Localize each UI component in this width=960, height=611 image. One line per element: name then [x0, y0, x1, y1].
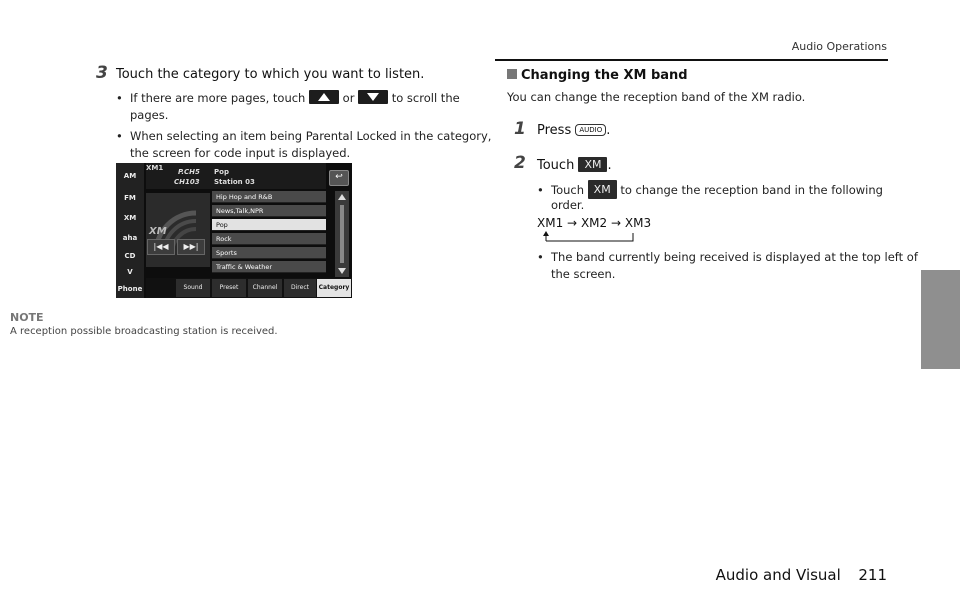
xm-key: XM: [578, 157, 607, 172]
bullet-dot: •: [537, 250, 544, 264]
station-label: Station 03: [214, 178, 255, 186]
step-2-text: [537, 157, 612, 173]
step-2-bullet-2-cont: the screen.: [551, 267, 616, 281]
preset-button: Preset: [212, 279, 246, 297]
category-item-selected: Pop: [212, 219, 326, 231]
prev-button: |◀◀: [147, 239, 175, 255]
step-2-bullet-1: [537, 180, 883, 199]
step-2-bullet-2: [537, 249, 918, 266]
source-fm: FM: [124, 194, 136, 202]
band-xm3: XM3: [624, 216, 652, 230]
step-1-period: .: [606, 123, 611, 138]
scroll-down-key: [358, 90, 388, 104]
category-item: Sports: [212, 247, 326, 259]
preset-channel-label: P.CH5: [178, 168, 200, 176]
footer-section: Audio and Visual: [715, 566, 841, 584]
band-xm2: XM2: [580, 216, 608, 230]
step-3-bullet-1-cont: pages.: [130, 108, 169, 122]
scroll-arrows-icon: [335, 191, 349, 277]
section-title-text: Changing the XM band: [521, 68, 688, 83]
channel-button: Channel: [248, 279, 282, 297]
triangle-down-icon: [366, 92, 380, 102]
step-1-text: [537, 123, 610, 138]
step-3-bullet-2: [116, 128, 491, 145]
band-xm1: XM1: [537, 216, 564, 230]
page-number: 211: [858, 566, 887, 584]
step-number-3: 3: [96, 63, 108, 83]
back-button: ↩: [329, 170, 349, 186]
band-label: XM1: [146, 164, 164, 172]
category-label: Pop: [214, 168, 229, 176]
source-phone: Phone: [117, 285, 143, 293]
triangle-up-icon: [317, 92, 331, 102]
step-2-label: Touch: [537, 158, 575, 173]
step-3-bullet-2-cont: the screen for code input is displayed.: [130, 146, 351, 160]
xm-category-screen: [116, 163, 352, 298]
section-title: [507, 68, 688, 83]
audio-key: AUDIO: [575, 124, 606, 136]
bullet-text: to scroll the: [391, 91, 460, 105]
step-number-2: 2: [514, 153, 526, 173]
note-title: NOTE: [10, 311, 44, 324]
chapter-side-tab: [921, 270, 960, 369]
source-xm: XM: [123, 214, 137, 222]
category-item: News,Talk,NPR: [212, 205, 326, 217]
channel-number-label: CH103: [174, 178, 200, 186]
note-text: A reception possible broadcasting station is received.: [10, 326, 278, 337]
header-rule: [495, 59, 888, 61]
xm-logo: XM: [149, 226, 167, 237]
step-2-period: .: [607, 158, 612, 173]
xm-key: XM: [588, 180, 617, 199]
step-1-label: Press: [537, 123, 572, 138]
bullet-dot: •: [537, 183, 544, 197]
running-header: Audio Operations: [791, 40, 887, 53]
source-v: V: [127, 268, 133, 276]
arrow-right-icon: →: [610, 216, 622, 230]
direct-button: Direct: [284, 279, 316, 297]
step-3-bullet-1: [116, 90, 460, 107]
category-list: [212, 191, 328, 277]
band-cycle: [537, 216, 651, 230]
source-cd: CD: [124, 252, 136, 260]
next-button: ▶▶|: [177, 239, 205, 255]
bullet-text: When selecting an item being Parental Locked in the category,: [130, 129, 492, 143]
step-number-1: 1: [514, 119, 526, 139]
step-3-text: Touch the category to which you want to listen.: [116, 67, 425, 82]
cycle-return-arrow-icon: [543, 230, 637, 242]
bullet-text: If there are more pages, touch: [130, 91, 306, 105]
category-item: Rock: [212, 233, 326, 245]
category-item: Traffic & Weather: [212, 261, 326, 273]
page-footer: [716, 566, 887, 584]
bullet-text: Touch: [551, 183, 585, 197]
category-scrollbar: [335, 191, 349, 277]
section-description: You can change the reception band of the XM radio.: [507, 90, 806, 104]
bullet-dot: •: [116, 129, 123, 143]
section-square-icon: [507, 69, 517, 79]
bullet-text: to change the reception band in the following: [620, 183, 883, 197]
arrow-right-icon: →: [567, 216, 578, 230]
source-am: AM: [123, 172, 137, 180]
source-aha: aha: [122, 234, 138, 242]
step-2-bullet-1-cont: order.: [551, 198, 585, 212]
category-button: Category: [317, 279, 351, 297]
bullet-text: The band currently being received is displayed at the top left of: [551, 250, 918, 264]
category-item: Hip Hop and R&B: [212, 191, 326, 203]
bullet-text: or: [342, 91, 355, 105]
scroll-up-key: [309, 90, 339, 104]
bullet-dot: •: [116, 91, 123, 105]
sound-button: Sound: [176, 279, 210, 297]
